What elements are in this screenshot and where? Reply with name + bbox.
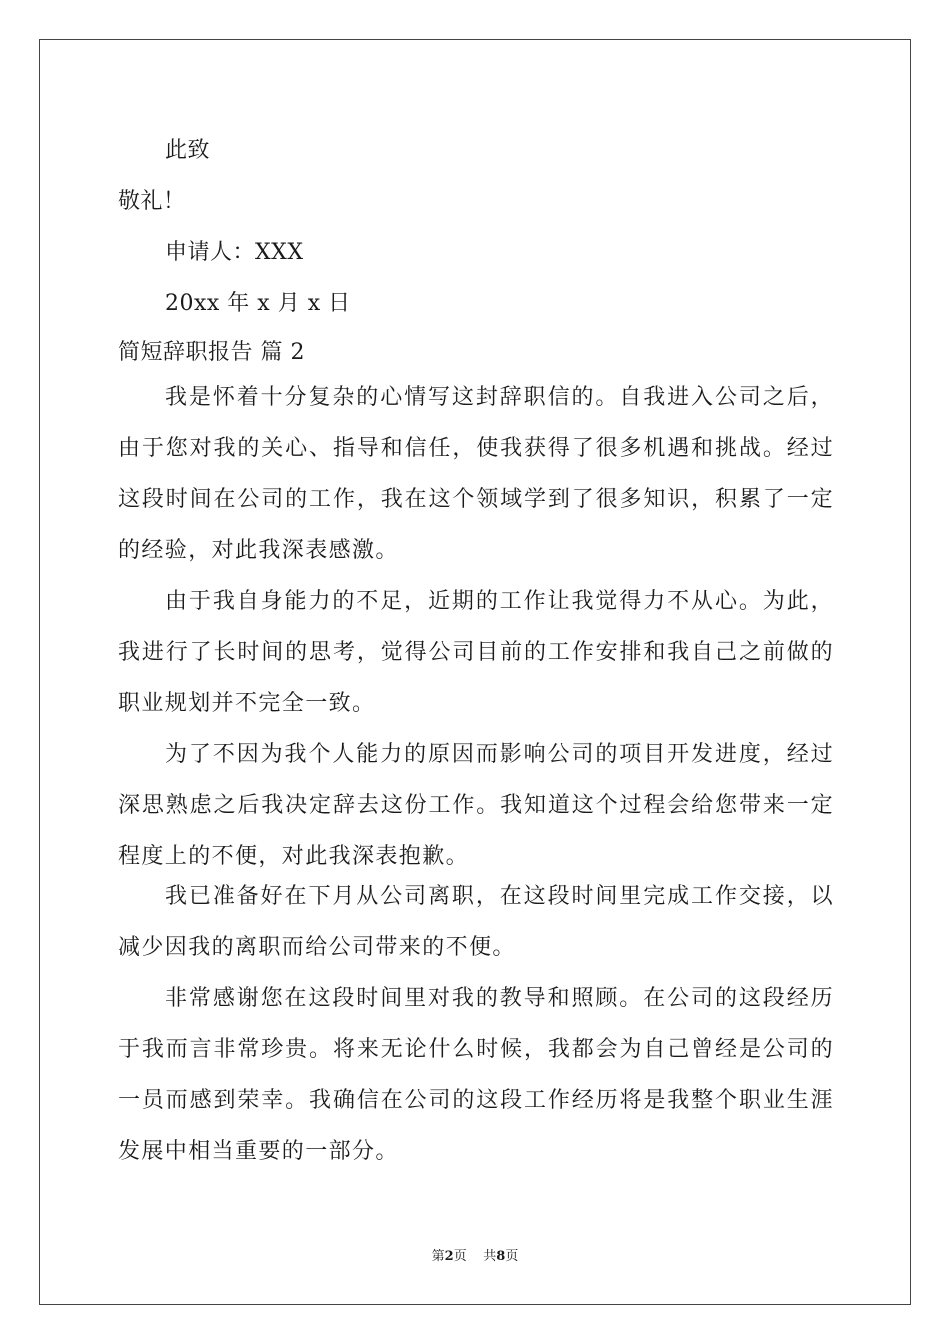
page-label-prefix: 第 [431,1249,445,1264]
total-label-prefix: 共 [483,1249,497,1264]
section-title: 简短辞职报告 篇 2 [118,340,305,365]
paragraph-5: 非常感谢您在这段时间里对我的教导和照顾。在公司的这段经历于我而言非常珍贵。将来无论什么时候，我都会为自己曾经是公司的一员而感到荣幸。我确信在公司的这段工作经历将是我整个职业生涯发展中相当重要的一部分。 [118,986,834,1164]
total-pages: 8 [496,1249,506,1264]
page-footer [0,1248,950,1266]
salutation: 此致 [165,138,211,163]
date-line: 20xx 年 x 月 x 日 [165,291,351,316]
regards: 敬礼！ [118,189,186,214]
page-label-suffix: 页 [453,1249,467,1264]
total-label-suffix: 页 [505,1249,519,1264]
applicant-line: 申请人：XXX [165,240,304,265]
paragraph-4: 我已准备好在下月从公司离职，在这段时间里完成工作交接，以减少因我的离职而给公司带来的不便。 [118,884,834,960]
paragraph-2: 由于我自身能力的不足，近期的工作让我觉得力不从心。为此，我进行了长时间的思考，觉得公司目前的工作安排和我自己之前做的职业规划并不完全一致。 [118,589,834,716]
page-number: 2 [444,1249,454,1264]
paragraph-1: 我是怀着十分复杂的心情写这封辞职信的。自我进入公司之后，由于您对我的关心、指导和信任，使我获得了很多机遇和挑战。经过这段时间在公司的工作，我在这个领域学到了很多知识，积累了一定的经验，对此我深表感激。 [118,385,834,563]
paragraph-3: 为了不因为我个人能力的原因而影响公司的项目开发进度，经过深思熟虑之后我决定辞去这份工作。我知道这个过程会给您带来一定程度上的不便，对此我深表抱歉。 [118,742,834,869]
